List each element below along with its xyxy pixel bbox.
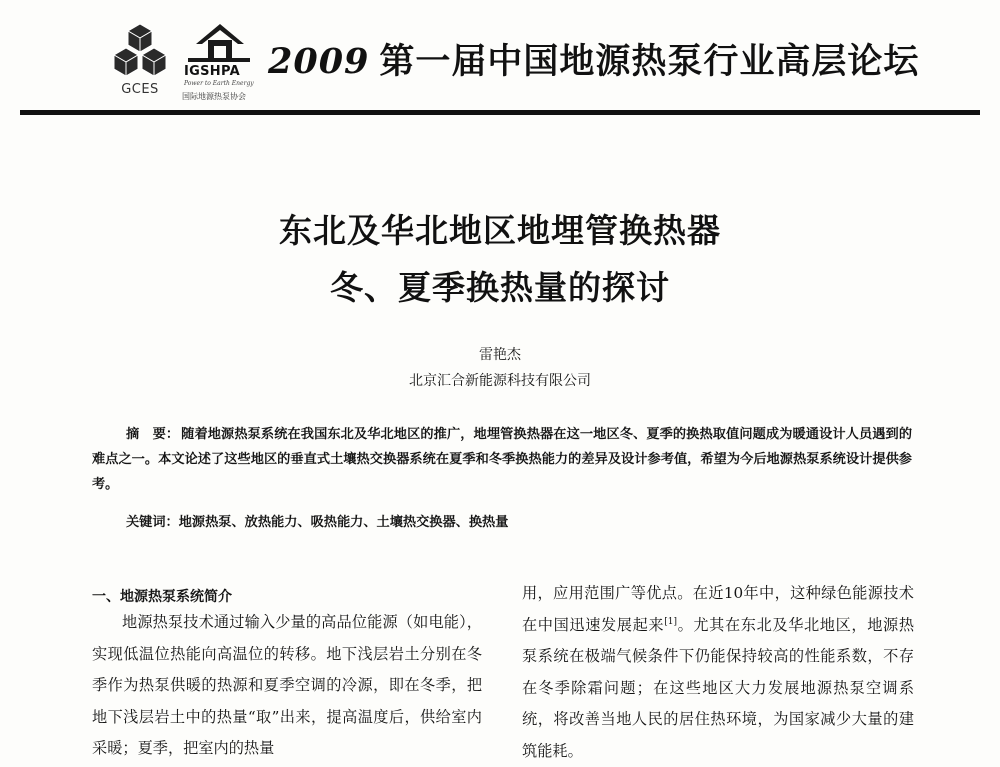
body-right-part1: 用，应用范围广等优点。在近10年中，这种绿色能源技术在中国迅速发展起来 — [522, 584, 914, 634]
forum-year: 2009 — [268, 41, 370, 82]
author-affiliation: 北京汇合新能源科技有限公司 — [409, 373, 591, 389]
keywords — [126, 511, 926, 530]
conference-header — [20, 18, 980, 118]
igshpa-label: IGSHPA — [184, 64, 240, 79]
author-name: 雷艳杰 — [479, 347, 521, 363]
paper-title-line2: 冬、夏季换热量的探讨 — [330, 268, 670, 307]
keywords-label: 关键词： — [126, 515, 179, 530]
igshpa-logo — [182, 20, 256, 106]
gces-label: GCES — [121, 82, 159, 97]
body-column-left: 地源热泵技术通过输入少量的高品位能源（如电能），实现低温位热能向高温位的转移。地下浅层岩土分别在冬季作为热泵供暖的热源和夏季空调的冷源，即在冬季，把地下浅层岩土中的热量“取”出来，提高温度后，供给室内采暖；夏季，把室内的热量 — [92, 613, 482, 757]
header-divider — [20, 110, 980, 115]
paper-title-line1: 东北及华北地区地埋管换热器 — [279, 211, 721, 250]
keywords-text: 地源热泵、放热能力、吸热能力、土壤热交换器、换热量 — [178, 515, 509, 530]
gces-cube-icon — [108, 22, 172, 82]
gces-logo — [108, 22, 172, 102]
forum-title — [268, 34, 919, 84]
igshpa-chinese-name: 国际地源热泵协会 — [182, 92, 246, 101]
abstract — [92, 422, 912, 497]
igshpa-house-icon — [182, 20, 256, 64]
abstract-text: 随着地源热泵系统在我国东北及华北地区的推广，地埋管换热器在这一地区冬、夏季的换热取值问题成为暖通设计人员遇到的难点之一。本文论述了这些地区的垂直式土壤热交换器系统在夏季和冬季换热能力的差异及设计参考值，希望为今后地源热泵系统设计提供参考。 — [92, 427, 913, 492]
section-heading: 一、地源热泵系统简介 — [92, 589, 232, 605]
igshpa-tagline: Power to Earth Energy — [184, 80, 254, 87]
citation-ref: [1] — [664, 616, 677, 627]
abstract-label: 摘 要： — [126, 427, 180, 442]
forum-name: 第一届中国地源热泵行业高层论坛 — [379, 41, 920, 82]
body-right-part2: 。尤其在东北及华北地区，地源热泵系统在极端气候条件下仍能保持较高的性能系数，不存在冬季除霜问题；在这些地区大力发展地源热泵空调系统，将改善当地人民的居住热环境，为国家减少大量的建筑能耗。 — [522, 615, 915, 760]
body-column-right — [522, 578, 914, 767]
